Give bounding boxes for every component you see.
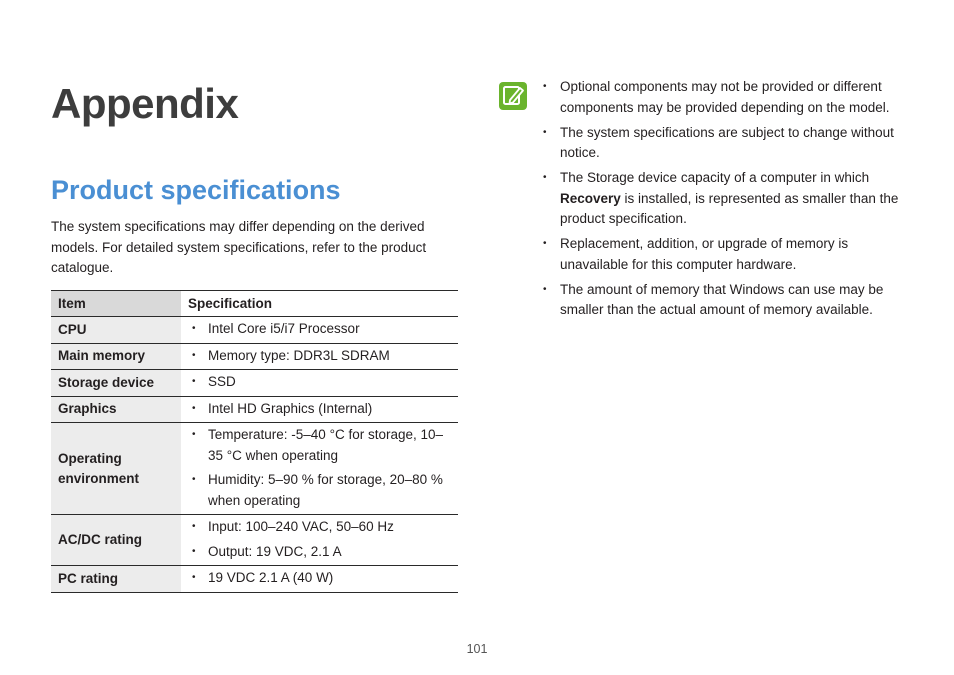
row-spec bbox=[181, 317, 458, 344]
section-heading: Product specifications bbox=[51, 175, 341, 205]
note-pencil-icon bbox=[499, 82, 527, 110]
spec-bullet: • Temperature: -5–40 °C for storage, 10–35 °C when operating bbox=[191, 425, 450, 466]
row-item: Operating environment bbox=[51, 423, 181, 515]
row-spec bbox=[181, 343, 458, 370]
table-row bbox=[51, 343, 458, 370]
spec-bullet: • Input: 100–240 VAC, 50–60 Hz bbox=[191, 517, 450, 538]
recovery-term: Recovery bbox=[560, 190, 621, 206]
spec-bullet: • 19 VDC 2.1 A (40 W) bbox=[191, 568, 450, 589]
note-item: • The amount of memory that Windows can use may be smaller than the actual amount of memory available. bbox=[541, 280, 909, 321]
note-item: • Optional components may not be provided or different components may be provided depending on the model. bbox=[541, 77, 909, 118]
notes-list bbox=[541, 77, 909, 325]
table-header-row bbox=[51, 291, 458, 317]
row-spec bbox=[181, 515, 458, 566]
row-spec bbox=[181, 370, 458, 397]
note-text: The Storage device capacity of a computer in which bbox=[560, 170, 870, 185]
page-number: 101 bbox=[466, 642, 488, 656]
spec-bullet: • Output: 19 VDC, 2.1 A bbox=[191, 542, 450, 563]
header-specification: Specification bbox=[181, 291, 458, 317]
row-item: PC rating bbox=[51, 566, 181, 593]
row-spec bbox=[181, 396, 458, 423]
row-item: Main memory bbox=[51, 343, 181, 370]
table-row bbox=[51, 423, 458, 515]
spec-bullet: • Memory type: DDR3L SDRAM bbox=[191, 346, 450, 367]
note-item: • The system specifications are subject to change without notice. bbox=[541, 123, 909, 164]
table-row bbox=[51, 566, 458, 593]
row-item: Storage device bbox=[51, 370, 181, 397]
table-row bbox=[51, 370, 458, 397]
row-item: CPU bbox=[51, 317, 181, 344]
page-title: Appendix bbox=[51, 80, 239, 127]
header-item: Item bbox=[51, 291, 181, 317]
row-spec bbox=[181, 423, 458, 515]
intro-paragraph: The system specifications may differ depending on the derived models. For detailed system specifications, refer to the product catalogue. bbox=[51, 219, 427, 275]
note-text: is installed, is represented as smaller than the product specification. bbox=[560, 190, 899, 226]
note-item: • Replacement, addition, or upgrade of memory is unavailable for this computer hardware. bbox=[541, 234, 909, 275]
spec-bullet: • Humidity: 5–90 % for storage, 20–80 % when operating bbox=[191, 470, 450, 511]
spec-table bbox=[51, 290, 458, 593]
row-item: Graphics bbox=[51, 396, 181, 423]
row-spec bbox=[181, 566, 458, 593]
table-row bbox=[51, 515, 458, 566]
table-row bbox=[51, 396, 458, 423]
note-item bbox=[541, 168, 909, 230]
row-item: AC/DC rating bbox=[51, 515, 181, 566]
table-row bbox=[51, 317, 458, 344]
spec-bullet: • Intel HD Graphics (Internal) bbox=[191, 399, 450, 420]
spec-bullet: • SSD bbox=[191, 372, 450, 393]
spec-bullet: • Intel Core i5/i7 Processor bbox=[191, 319, 450, 340]
